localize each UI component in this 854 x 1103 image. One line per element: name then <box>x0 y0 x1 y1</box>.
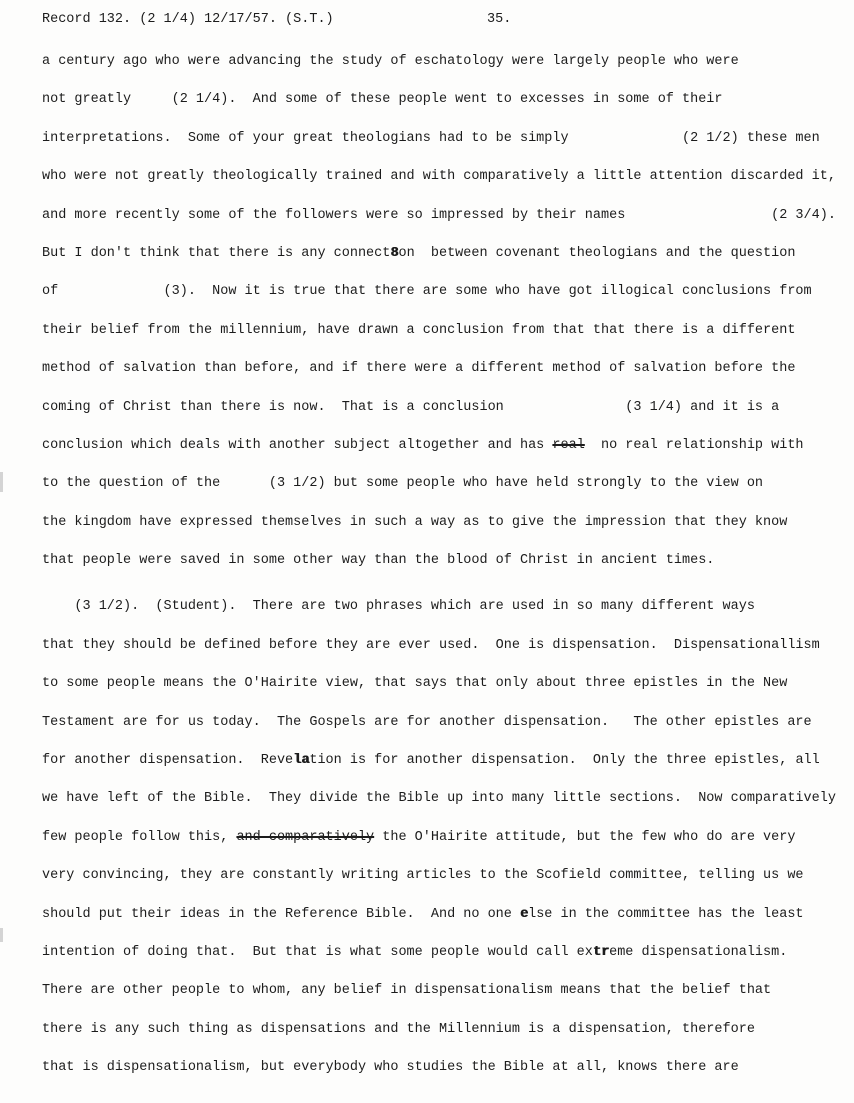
text-run: Testament are for us today. The Gospels are for another dispensation. The other epistles are <box>42 714 812 730</box>
text-run: conclusion which deals with another subject altogether and has <box>42 437 553 453</box>
text-line <box>42 896 850 934</box>
text-run: But I don't think that there is any connect <box>42 245 391 261</box>
text-run: there is any such thing as dispensations and the Millennium is a dispensation, therefore <box>42 1021 755 1037</box>
text-run: that is dispensationalism, but everybody who studies the Bible at all, knows there are <box>42 1060 739 1076</box>
text-run: a century ago who were advancing the study of eschatology were largely people who were <box>42 54 739 69</box>
document-body <box>42 43 850 1088</box>
text-run: lse in the committee has the least <box>528 906 804 922</box>
text-run: to some people means the O'Hairite view, that says that only about three epistles in the New <box>42 676 788 692</box>
text-line <box>42 312 850 350</box>
text-run: no real relationship with <box>584 437 804 453</box>
text-run: their belief from the millennium, have drawn a conclusion from that that there is a different <box>42 322 796 338</box>
text-run: and more recently some of the followers were so impressed by their names (2 3/4). <box>42 207 836 223</box>
text-line <box>42 819 850 857</box>
text-run: of (3). Now it is true that there are some who have got illogical conclusions from <box>42 284 812 300</box>
text-run: (3 1/2). (Student). There are two phrases which are used in so many different ways <box>42 599 755 615</box>
paragraph <box>42 588 850 1087</box>
record-line: Record 132. (2 1/4) 12/17/57. (S.T.) <box>42 12 334 27</box>
text-line <box>42 120 850 158</box>
text-line <box>42 235 850 273</box>
text-run: that they should be defined before they are ever used. One is dispensation. Dispensationallism <box>42 637 820 653</box>
text-line <box>42 665 850 703</box>
text-line <box>42 857 850 895</box>
text-line <box>42 1049 850 1087</box>
paragraph <box>42 43 850 580</box>
text-run: the kingdom have expressed themselves in such a way as to give the impression that they know <box>42 514 788 530</box>
text-line <box>42 780 850 818</box>
text-run: interpretations. Some of your great theologians had to be simply (2 1/2) these men <box>42 130 820 146</box>
text-line <box>42 542 850 580</box>
text-line <box>42 1011 850 1049</box>
text-line <box>42 934 850 972</box>
text-run: not greatly (2 1/4). And some of these people went to excesses in some of their <box>42 92 723 108</box>
overtyped-text: tr <box>592 944 610 960</box>
text-line <box>42 350 850 388</box>
text-line <box>42 972 850 1010</box>
text-line <box>42 158 850 196</box>
text-run: the O'Hairite attitude, but the few who do are very <box>374 829 796 845</box>
text-run: we have left of the Bible. They divide the Bible up into many little sections. Now comparatively <box>42 791 836 807</box>
text-run: few people follow this, <box>42 829 237 845</box>
page-number: 35. <box>487 12 512 27</box>
text-run: who were not greatly theologically trained and with comparatively a little attention discarded it, <box>42 169 836 185</box>
text-line <box>42 43 850 81</box>
text-line <box>42 588 850 626</box>
overtyped-text: e <box>519 906 529 922</box>
text-line <box>42 465 850 503</box>
overtyped-text: la <box>293 753 310 769</box>
text-run: coming of Christ than there is now. That is a conclusion (3 1/4) and it is a <box>42 399 780 415</box>
text-run: that people were saved in some other way than the blood of Christ in ancient times. <box>42 553 715 569</box>
text-line <box>42 704 850 742</box>
text-run: to the question of the (3 1/2) but some people who have held strongly to the view on <box>42 476 764 492</box>
struck-text: real <box>552 437 585 453</box>
text-run: on between covenant theologians and the question <box>398 245 796 261</box>
text-run: method of salvation than before, and if there were a different method of salvation before the <box>42 361 796 377</box>
text-line <box>42 742 850 780</box>
page-header <box>0 12 854 36</box>
scan-edge-artifact <box>0 928 3 942</box>
overtyped-text: 8 <box>390 245 399 261</box>
text-run: should put their ideas in the Reference Bible. And no one <box>42 906 520 922</box>
text-run: very convincing, they are constantly writing articles to the Scofield committee, telling us we <box>42 868 804 884</box>
text-line <box>42 81 850 119</box>
scan-edge-artifact <box>0 472 3 492</box>
text-run: intention of doing that. But that is what some people would call ex <box>42 944 593 960</box>
struck-text: and comparatively <box>236 829 375 845</box>
text-line <box>42 504 850 542</box>
text-run: tion is for another dispensation. Only the three epistles, all <box>309 753 820 769</box>
text-line <box>42 197 850 235</box>
text-run: eme dispensationalism. <box>609 944 788 960</box>
text-line <box>42 389 850 427</box>
text-line <box>42 273 850 311</box>
text-run: for another dispensation. Reve <box>42 753 294 769</box>
text-line <box>42 627 850 665</box>
text-run: There are other people to whom, any belief in dispensationalism means that the belief that <box>42 983 772 999</box>
text-line <box>42 427 850 465</box>
